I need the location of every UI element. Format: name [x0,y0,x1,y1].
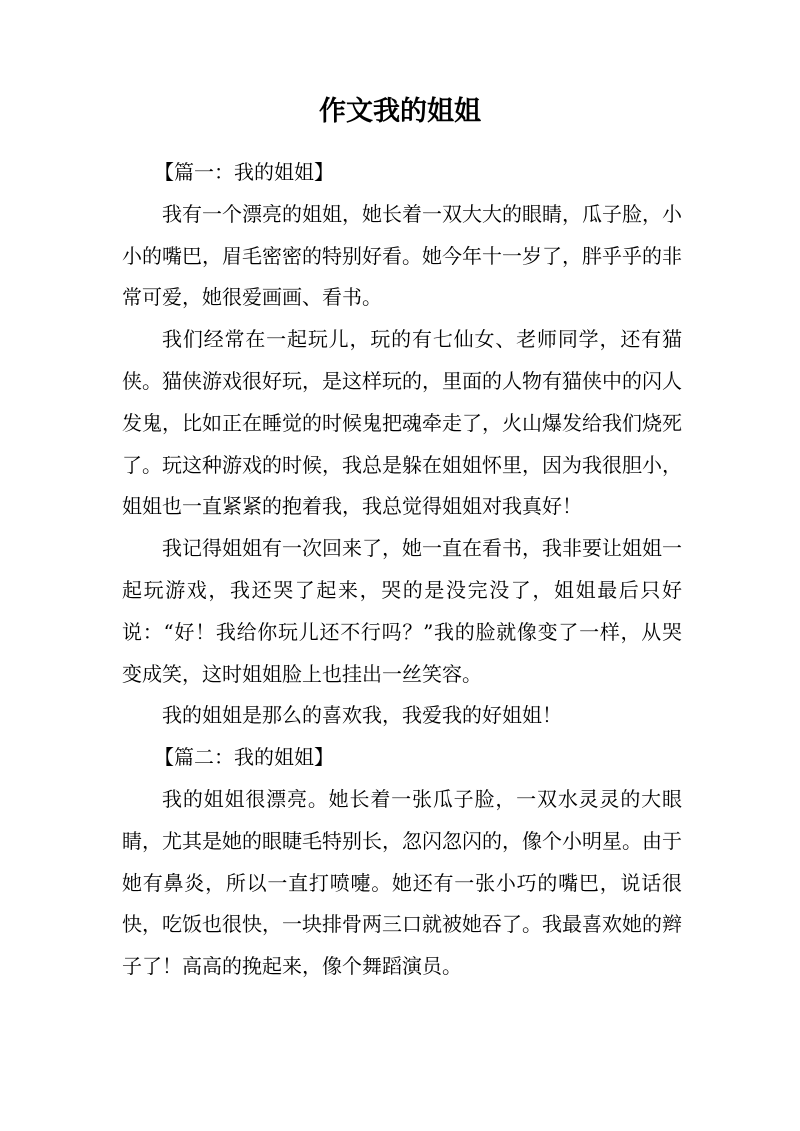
paragraph: 我的姐姐是那么的喜欢我，我爱我的好姐姐！ [162,703,562,728]
paragraph: 我的姐姐很漂亮。她长着一张瓜子脸，一双水灵灵的大眼睛，尤其是她的眼睫毛特别长，忽闪忽闪的，像个小明星。由于她有鼻炎，所以一直打喷嚏。她还有一张小巧的嘴巴，说话很快，吃饭也很快，一块排骨两三口就被她吞了。我最喜欢她的辫子了！高高的挽起来，像个舞蹈演员。 [122,786,682,979]
section-heading-2: 【篇二：我的姐姐】 [154,745,334,770]
document-title: 作文我的姐姐 [319,96,481,127]
document-body [122,152,682,988]
paragraph: 我们经常在一起玩儿，玩的有七仙女、老师同学，还有猫侠。猫侠游戏很好玩，是这样玩的，里面的人物有猫侠中的闪人发鬼，比如正在睡觉的时候鬼把魂牵走了，火山爆发给我们烧死了。玩这种游戏的时候，我总是躲在姐姐怀里，因为我很胆小，姐姐也一直紧紧的抱着我，我总觉得姐姐对我真好！ [122,327,682,519]
paragraph: 我记得姐姐有一次回来了，她一直在看书，我非要让姐姐一起玩游戏，我还哭了起来，哭的是没完没了，姐姐最后只好说：“好！我给你玩儿还不行吗？”我的脸就像变了一样，从哭变成笑，这时姐姐脸上也挂出一丝笑容。 [122,536,682,686]
paragraph: 我有一个漂亮的姐姐，她长着一双大大的眼睛，瓜子脸，小小的嘴巴，眉毛密密的特别好看。她今年十一岁了，胖乎乎的非常可爱，她很爱画画、看书。 [122,201,682,310]
section-heading-1: 【篇一：我的姐姐】 [154,160,334,184]
